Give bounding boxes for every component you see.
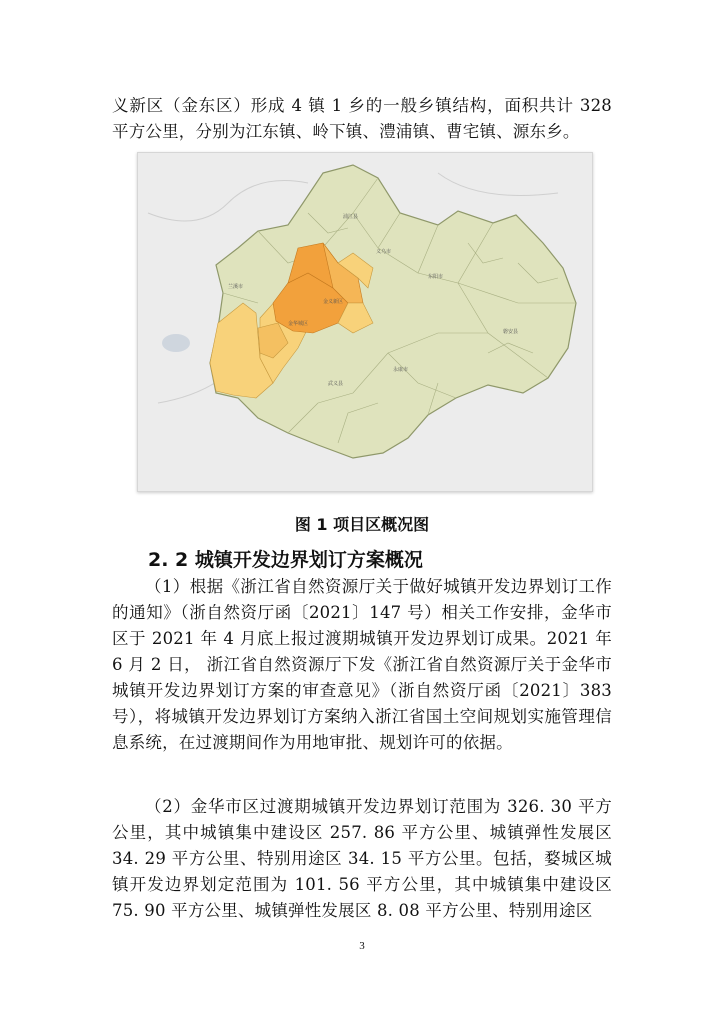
map-label-yiwu: 义乌市 [376,249,392,255]
map-label-panan: 磐安县 [503,329,519,335]
paragraph-1: （1）根据《浙江省自然资源厅关于做好城镇开发边界划订工作的通知》（浙自然资厅函〔2021〕147 号）相关工作安排，金华市区于 2021 年 4 月底上报过渡期城镇开发边界划订成果。2021 年 6 月 2 日， 浙江省自然资源厅下发《浙江省自然资源厅关于金华市城镇开发边界划订方案的审查意见》（浙自然资厅函〔2021〕383 号），将城镇开发边界划订方案纳入浙江省国土空间规划实施管理信息系统，在过渡期间作为用地审批、规划许可的依据。 [112,577,612,752]
intro-paragraph: 义新区（金东区）形成 4 镇 1 乡的一般乡镇结构，面积共计 328 平方公里，分别为江东镇、岭下镇、澧浦镇、曹宅镇、源东乡。 [112,96,612,141]
map-label-yongkang: 永康市 [393,367,409,373]
section-heading: 2. 2 城镇开发边界划订方案概况 [148,549,423,571]
map-label-jinyi-new-area: 金义新区 [323,299,344,305]
map-label-wuyi: 武义县 [328,381,344,387]
page-number: 3 [359,940,365,952]
map-label-dongyang: 东阳市 [428,274,444,280]
figure-caption: 图 1 项目区概况图 [294,515,430,534]
project-area-map [137,152,593,492]
map-label-pujiang: 浦江县 [343,214,359,220]
map-label-lanxi: 兰溪市 [228,284,244,290]
paragraph-2: （2）金华市区过渡期城镇开发边界划订范围为 326. 30 平方公里，其中城镇集中建设区 257. 86 平方公里、城镇弹性发展区 34. 29 平方公里、特别用途区 34. 15 平方公里。包括，婺城区城镇开发边界划定范围为 101. 56 平方公里，其中城镇集中建设区 75. 90 平方公里、城镇弹性发展区 8. 08 平方公里、特别用途区 [112,797,612,920]
map-label-jinhua-city: 金华城区 [288,321,309,327]
